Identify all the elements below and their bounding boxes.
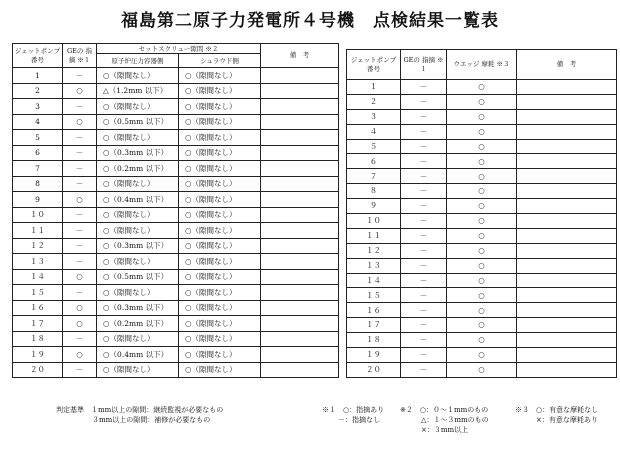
table-row: [13, 254, 339, 270]
pump-no-cell: ５: [347, 139, 401, 154]
pump-no-cell: １５: [13, 285, 63, 301]
pump-no-cell: 6: [13, 145, 63, 161]
remarks-cell: [517, 80, 617, 95]
table-row: [13, 192, 339, 208]
ge-cell: －: [401, 199, 447, 214]
shroud-gap-cell: ○（隙間なし）: [179, 161, 261, 177]
rpv-gap-cell: ○（0.3mm 以下）: [97, 300, 179, 316]
remarks-cell: [517, 169, 617, 184]
remarks-cell: [517, 228, 617, 243]
remarks-cell: [517, 214, 617, 229]
remarks-cell: [517, 243, 617, 258]
wedge-wear-cell: ○: [447, 124, 517, 139]
ge-cell: －: [63, 238, 97, 254]
table-row: [347, 303, 617, 318]
wedge-wear-cell: ○: [447, 288, 517, 303]
remarks-cell: [261, 347, 339, 363]
remarks-cell: [517, 94, 617, 109]
criteria-note: [56, 405, 223, 425]
pump-no-cell: 7: [13, 161, 63, 177]
remarks-cell: [261, 68, 339, 84]
rpv-gap-cell: ○（隙間なし）: [97, 99, 179, 115]
ge-cell: －: [401, 288, 447, 303]
table-row: [347, 228, 617, 243]
ge-cell: －: [63, 223, 97, 239]
table-row: [13, 362, 339, 378]
ge-cell: －: [63, 331, 97, 347]
pump-no-cell: １７: [13, 316, 63, 332]
note2-line3: ×：３mm以上: [421, 426, 469, 435]
header-pump-no: ジェットポンプ 番号: [13, 44, 63, 68]
shroud-gap-cell: ○（隙間なし）: [179, 347, 261, 363]
remarks-cell: [261, 254, 339, 270]
ge-cell: －: [401, 348, 447, 363]
pump-no-cell: １１: [347, 228, 401, 243]
remarks-cell: [261, 300, 339, 316]
rpv-gap-cell: ○（0.4mm 以下）: [97, 347, 179, 363]
table-row: [13, 114, 339, 130]
remarks-cell: [261, 114, 339, 130]
remarks-cell: [517, 199, 617, 214]
ge-cell: ○: [63, 300, 97, 316]
ge-cell: －: [401, 303, 447, 318]
ge-cell: ○: [63, 316, 97, 332]
ge-cell: －: [63, 285, 97, 301]
ge-cell: ○: [63, 269, 97, 285]
ge-cell: －: [401, 109, 447, 124]
wedge-wear-cell: ○: [447, 154, 517, 169]
pump-no-cell: １６: [13, 300, 63, 316]
ge-cell: ○: [63, 192, 97, 208]
ge-cell: －: [401, 318, 447, 333]
pump-no-cell: １６: [347, 303, 401, 318]
wedge-wear-table: [346, 49, 617, 378]
wedge-wear-cell: ○: [447, 243, 517, 258]
ge-cell: －: [401, 139, 447, 154]
header-ge: GEの 指摘 ※１: [63, 44, 97, 68]
pump-no-cell: 4: [13, 114, 63, 130]
ge-cell: －: [401, 214, 447, 229]
ge-cell: －: [401, 80, 447, 95]
shroud-gap-cell: ○（隙間なし）: [179, 176, 261, 192]
criteria-label: 判定基準: [56, 406, 84, 414]
remarks-cell: [261, 316, 339, 332]
pump-no-cell: １３: [347, 258, 401, 273]
remarks-cell: [261, 176, 339, 192]
remarks-cell: [261, 331, 339, 347]
wedge-wear-cell: ○: [447, 318, 517, 333]
rpv-gap-cell: ○（隙間なし）: [97, 331, 179, 347]
remarks-cell: [517, 318, 617, 333]
pump-no-cell: ２０: [13, 362, 63, 378]
note2-line2: △：１～３mmのもの: [421, 416, 489, 425]
remarks-cell: [517, 273, 617, 288]
note2-line1: ※２ ○：０～１mmのもの: [400, 406, 489, 414]
remarks-cell: [517, 258, 617, 273]
remarks-cell: [261, 269, 339, 285]
pump-no-cell: １４: [347, 273, 401, 288]
pump-no-cell: １８: [347, 333, 401, 348]
remarks-cell: [261, 161, 339, 177]
table-row: [347, 154, 617, 169]
wedge-wear-cell: ○: [447, 333, 517, 348]
ge-cell: ○: [63, 83, 97, 99]
pump-no-cell: ２０: [347, 362, 401, 377]
remarks-cell: [517, 362, 617, 377]
table-row: [13, 331, 339, 347]
ge-cell: －: [401, 154, 447, 169]
wedge-wear-cell: ○: [447, 228, 517, 243]
wedge-wear-cell: ○: [447, 169, 517, 184]
pump-no-cell: １２: [13, 238, 63, 254]
ge-cell: －: [63, 161, 97, 177]
remarks-cell: [261, 207, 339, 223]
table-row: [13, 176, 339, 192]
note-3: [515, 405, 598, 425]
wedge-wear-cell: ○: [447, 109, 517, 124]
rpv-gap-cell: ○（隙間なし）: [97, 285, 179, 301]
rpv-gap-cell: ○（0.5mm 以下）: [97, 269, 179, 285]
shroud-gap-cell: ○（隙間なし）: [179, 207, 261, 223]
wedge-wear-cell: ○: [447, 139, 517, 154]
wedge-wear-cell: ○: [447, 184, 517, 199]
pump-no-cell: ６: [347, 154, 401, 169]
pump-no-cell: １９: [347, 348, 401, 363]
pump-no-cell: 5: [13, 130, 63, 146]
rpv-gap-cell: ○（0.2mm 以下）: [97, 161, 179, 177]
ge-cell: －: [401, 333, 447, 348]
ge-cell: －: [63, 362, 97, 378]
ge-cell: －: [63, 145, 97, 161]
shroud-gap-cell: ○（隙間なし）: [179, 145, 261, 161]
table-row: [13, 347, 339, 363]
header-rpv-side: 原子炉圧力容器側: [97, 54, 179, 68]
remarks-cell: [261, 285, 339, 301]
ge-cell: －: [401, 124, 447, 139]
pump-no-cell: １: [347, 80, 401, 95]
note1-line2: －：指摘なし: [338, 416, 380, 425]
table-row: [13, 285, 339, 301]
rpv-gap-cell: ○（隙間なし）: [97, 223, 179, 239]
header-remarks-2: 備 考: [517, 50, 617, 80]
table-row: [13, 68, 339, 84]
rpv-gap-cell: ○（0.2mm 以下）: [97, 316, 179, 332]
wedge-wear-cell: ○: [447, 80, 517, 95]
pump-no-cell: ４: [347, 124, 401, 139]
shroud-gap-cell: ○（隙間なし）: [179, 316, 261, 332]
shroud-gap-cell: ○（隙間なし）: [179, 83, 261, 99]
page-title: 福島第二原子力発電所４号機 点検結果一覧表: [121, 11, 499, 31]
ge-cell: ○: [63, 347, 97, 363]
shroud-gap-cell: ○（隙間なし）: [179, 331, 261, 347]
wedge-wear-cell: ○: [447, 273, 517, 288]
table-row: [347, 243, 617, 258]
table-row: [13, 145, 339, 161]
ge-cell: ○: [63, 114, 97, 130]
remarks-cell: [261, 223, 339, 239]
shroud-gap-cell: ○（隙間なし）: [179, 114, 261, 130]
wedge-wear-cell: ○: [447, 94, 517, 109]
criteria-2: ３mm以上の隙間：補修が必要なもの: [92, 416, 211, 425]
table-row: [347, 318, 617, 333]
pump-no-cell: 9: [13, 192, 63, 208]
remarks-cell: [261, 130, 339, 146]
pump-no-cell: ２: [347, 94, 401, 109]
table-row: [347, 199, 617, 214]
table-row: [347, 139, 617, 154]
table-row: [13, 99, 339, 115]
table-row: [13, 83, 339, 99]
remarks-cell: [261, 238, 339, 254]
table-row: [347, 124, 617, 139]
shroud-gap-cell: ○（隙間なし）: [179, 362, 261, 378]
table-row: [347, 273, 617, 288]
pump-no-cell: １１: [13, 223, 63, 239]
pump-no-cell: 3: [13, 99, 63, 115]
table-row: [13, 316, 339, 332]
ge-cell: －: [401, 169, 447, 184]
remarks-cell: [261, 99, 339, 115]
ge-cell: －: [63, 130, 97, 146]
criteria-1: １mm以上の隙間：継続監視が必要なもの: [91, 406, 224, 414]
pump-no-cell: ９: [347, 199, 401, 214]
table-row: [347, 80, 617, 95]
pump-no-cell: １０: [13, 207, 63, 223]
remarks-cell: [261, 362, 339, 378]
rpv-gap-cell: ○（隙間なし）: [97, 254, 179, 270]
wedge-wear-cell: ○: [447, 348, 517, 363]
remarks-cell: [517, 109, 617, 124]
remarks-cell: [261, 192, 339, 208]
ge-cell: －: [63, 207, 97, 223]
pump-no-cell: ８: [347, 184, 401, 199]
pump-no-cell: １８: [13, 331, 63, 347]
header-remarks: 備 考: [261, 44, 339, 68]
table-row: [13, 269, 339, 285]
rpv-gap-cell: ○（隙間なし）: [97, 207, 179, 223]
note3-line2: ×：有意な摩耗あり: [536, 416, 598, 425]
table-row: [347, 362, 617, 377]
header-set-screw: セットスクリュー隙間 ※２: [97, 44, 261, 54]
table-row: [13, 130, 339, 146]
header-ge-2: GEの 指摘 ※１: [401, 50, 447, 80]
table-row: [347, 348, 617, 363]
ge-cell: －: [401, 258, 447, 273]
remarks-cell: [517, 333, 617, 348]
ge-cell: －: [401, 362, 447, 377]
remarks-cell: [517, 124, 617, 139]
pump-no-cell: １３: [13, 254, 63, 270]
table-row: [13, 223, 339, 239]
note-1: [322, 405, 384, 425]
note3-line1: ※３ ○：有意な摩耗なし: [515, 406, 599, 414]
pump-no-cell: 2: [13, 83, 63, 99]
pump-no-cell: １７: [347, 318, 401, 333]
pump-no-cell: ７: [347, 169, 401, 184]
shroud-gap-cell: ○（隙間なし）: [179, 130, 261, 146]
wedge-wear-cell: ○: [447, 303, 517, 318]
table-row: [347, 214, 617, 229]
note1-line1: ※１ ○：指摘あり: [322, 406, 385, 414]
ge-cell: －: [63, 68, 97, 84]
table-row: [347, 258, 617, 273]
ge-cell: －: [401, 243, 447, 258]
shroud-gap-cell: ○（隙間なし）: [179, 223, 261, 239]
ge-cell: －: [401, 184, 447, 199]
ge-cell: －: [63, 99, 97, 115]
table-row: [347, 288, 617, 303]
rpv-gap-cell: ○（隙間なし）: [97, 130, 179, 146]
rpv-gap-cell: ○（0.5mm 以下）: [97, 114, 179, 130]
wedge-wear-cell: ○: [447, 214, 517, 229]
remarks-cell: [261, 145, 339, 161]
shroud-gap-cell: ○（隙間なし）: [179, 99, 261, 115]
remarks-cell: [517, 303, 617, 318]
note-2: [400, 405, 489, 435]
rpv-gap-cell: ○（隙間なし）: [97, 362, 179, 378]
ge-cell: －: [401, 228, 447, 243]
pump-no-cell: １４: [13, 269, 63, 285]
header-pump-no-2: ジェットポンプ 番号: [347, 50, 401, 80]
shroud-gap-cell: ○（隙間なし）: [179, 68, 261, 84]
table-row: [13, 300, 339, 316]
ge-cell: －: [63, 254, 97, 270]
rpv-gap-cell: △（1.2mm 以下）: [97, 83, 179, 99]
shroud-gap-cell: ○（隙間なし）: [179, 300, 261, 316]
header-wedge: ウエッジ 摩耗 ※３: [447, 50, 517, 80]
pump-no-cell: 8: [13, 176, 63, 192]
remarks-cell: [517, 184, 617, 199]
remarks-cell: [261, 83, 339, 99]
set-screw-gap-table: [12, 43, 339, 378]
pump-no-cell: ３: [347, 109, 401, 124]
shroud-gap-cell: ○（隙間なし）: [179, 285, 261, 301]
remarks-cell: [517, 139, 617, 154]
table-row: [13, 161, 339, 177]
wedge-wear-cell: ○: [447, 199, 517, 214]
pump-no-cell: １０: [347, 214, 401, 229]
table-row: [347, 184, 617, 199]
table-row: [347, 94, 617, 109]
pump-no-cell: １９: [13, 347, 63, 363]
table-row: [347, 109, 617, 124]
shroud-gap-cell: ○（隙間なし）: [179, 254, 261, 270]
ge-cell: －: [401, 273, 447, 288]
shroud-gap-cell: ○（隙間なし）: [179, 238, 261, 254]
header-shroud-side: シュラウド側: [179, 54, 261, 68]
pump-no-cell: １２: [347, 243, 401, 258]
wedge-wear-cell: ○: [447, 362, 517, 377]
table-row: [347, 333, 617, 348]
remarks-cell: [517, 288, 617, 303]
rpv-gap-cell: ○（0.3mm 以下）: [97, 238, 179, 254]
rpv-gap-cell: ○（0.3mm 以下）: [97, 145, 179, 161]
shroud-gap-cell: ○（隙間なし）: [179, 192, 261, 208]
ge-cell: －: [63, 176, 97, 192]
wedge-wear-cell: ○: [447, 258, 517, 273]
table-row: [13, 238, 339, 254]
table-row: [13, 207, 339, 223]
rpv-gap-cell: ○（0.4mm 以下）: [97, 192, 179, 208]
shroud-gap-cell: ○（隙間なし）: [179, 269, 261, 285]
remarks-cell: [517, 348, 617, 363]
remarks-cell: [517, 154, 617, 169]
rpv-gap-cell: ○（隙間なし）: [97, 176, 179, 192]
ge-cell: －: [401, 94, 447, 109]
rpv-gap-cell: ○（隙間なし）: [97, 68, 179, 84]
pump-no-cell: １５: [347, 288, 401, 303]
table-row: [347, 169, 617, 184]
pump-no-cell: 1: [13, 68, 63, 84]
